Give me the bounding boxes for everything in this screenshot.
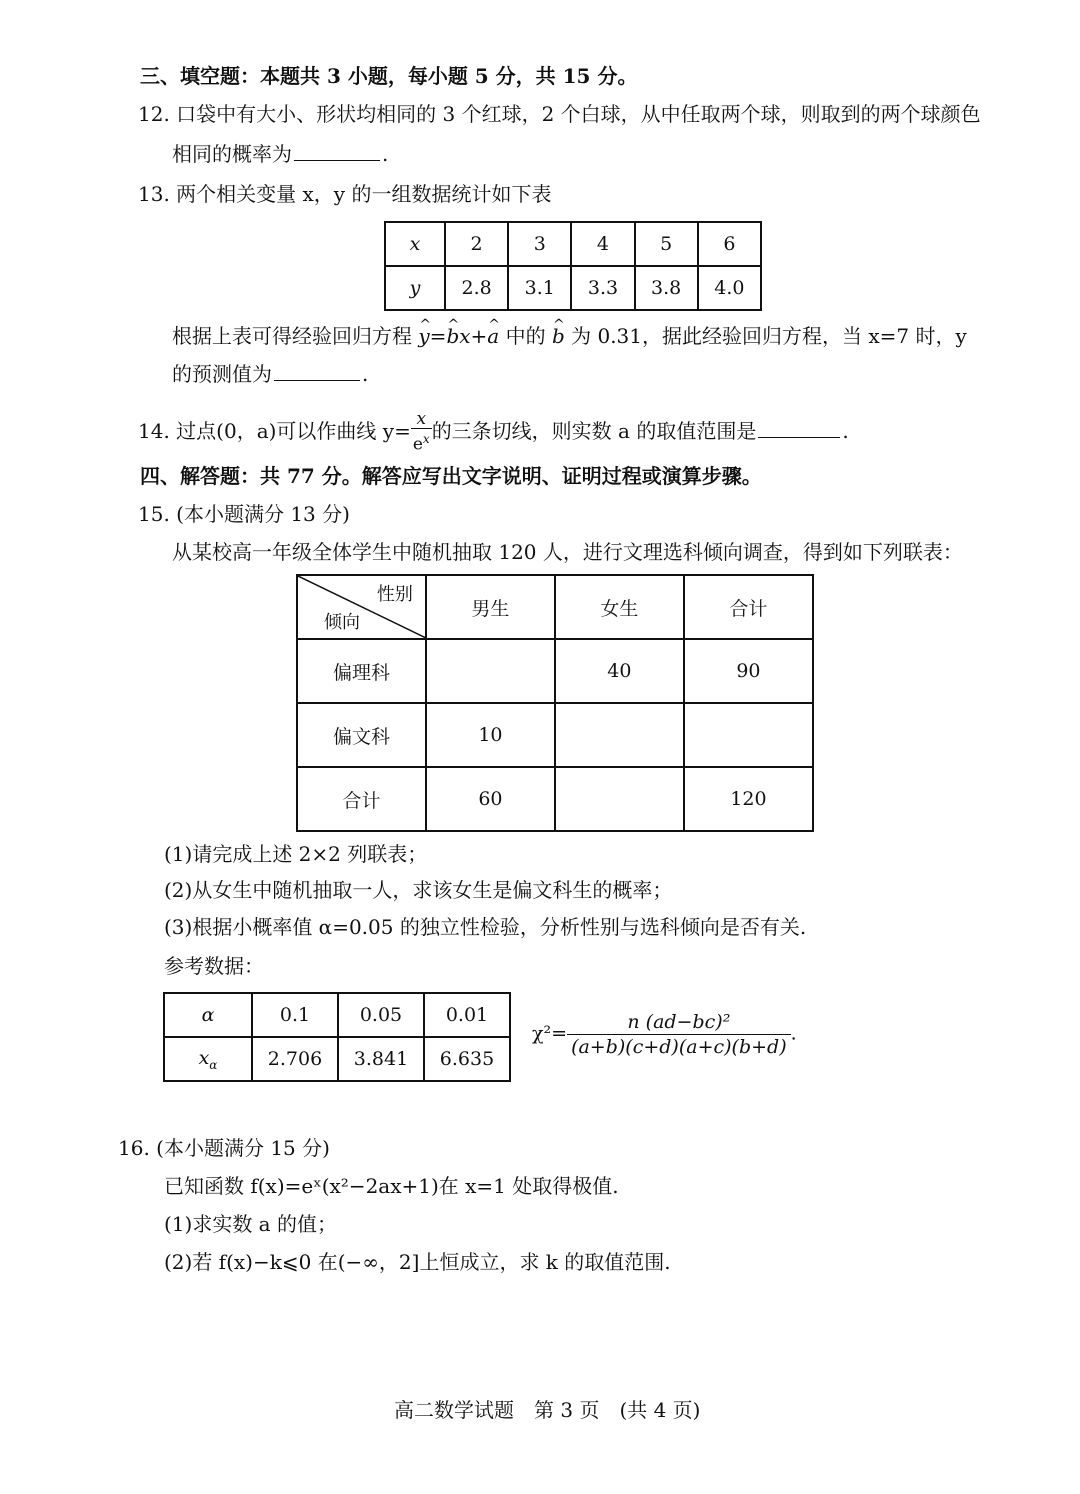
e-exponent: x (422, 432, 430, 446)
table-row (297, 639, 813, 703)
table-cell: 0.1 (252, 993, 338, 1037)
q14-fraction (411, 410, 432, 455)
table-row (385, 266, 761, 310)
table-cell: 6.635 (424, 1037, 510, 1081)
chi-end: . (790, 1022, 797, 1045)
table-cell (164, 1037, 252, 1081)
table-row (164, 993, 510, 1037)
q13-text-d: 的预测值为 (172, 362, 272, 386)
q14-line (138, 410, 849, 455)
q14-text-pre: 14. 过点(0，a)可以作曲线 y= (138, 418, 411, 443)
q15-part1: (1)请完成上述 2×2 列联表； (164, 842, 428, 866)
table-cell: 4.0 (698, 266, 761, 310)
q15-contingency-table (296, 574, 814, 832)
x-symbol: x (198, 1046, 210, 1069)
table-cell: 40 (555, 639, 684, 703)
table-cell: 2.8 (445, 266, 508, 310)
row-header: 偏文科 (297, 703, 426, 767)
q15-part2: (2)从女生中随机抽取一人，求该女生是偏文科生的概率； (164, 878, 673, 902)
chi-numerator: n (ad−bc)² (627, 1011, 731, 1033)
a-hat: ^ a (487, 322, 499, 350)
q16-title: 16. (本小题满分 15 分) (118, 1136, 330, 1160)
column-header: 男生 (426, 575, 555, 639)
table-cell: 3.8 (635, 266, 698, 310)
q13-text-b: 中的 (499, 324, 552, 348)
table-cell: 60 (426, 767, 555, 831)
table-cell: y (385, 266, 445, 310)
table-cell (555, 703, 684, 767)
q16-part1: (1)求实数 a 的值； (164, 1212, 337, 1236)
page-footer: 高二数学试题 第 3 页 (共 4 页) (394, 1398, 701, 1422)
q16-line1: 已知函数 f(x)=eˣ(x²−2ax+1)在 x=1 处取得极值. (164, 1174, 619, 1198)
corner-bottom-label: 倾向 (324, 612, 360, 633)
section3-heading: 三、填空题：本题共 3 小题，每小题 5 分，共 15 分。 (140, 64, 638, 88)
corner-top-label: 性别 (376, 584, 413, 605)
table-row (297, 767, 813, 831)
table-cell: 0.01 (424, 993, 510, 1037)
q15-reference-table (163, 992, 511, 1082)
table-cell: 3 (508, 222, 571, 266)
q13-intro: 13. 两个相关变量 x，y 的一组数据统计如下表 (138, 182, 552, 206)
table-cell: 2 (445, 222, 508, 266)
frac-denominator (411, 428, 432, 455)
q15-reference-label: 参考数据： (164, 954, 264, 978)
table-cell: 6 (698, 222, 761, 266)
chi-fraction (567, 1010, 791, 1059)
q14-answer-blank (758, 417, 840, 438)
frac-numerator: x (416, 409, 427, 429)
column-header: 女生 (555, 575, 684, 639)
q14-text-post: 的三条切线，则实数 a 的取值范围是 (431, 418, 757, 443)
q12-end: . (382, 142, 389, 166)
q15-part3: (3)根据小概率值 α=0.05 的独立性检验，分析性别与选科倾向是否有关. (164, 915, 807, 939)
alpha-subscript: α (209, 1057, 218, 1072)
q12-text: 相同的概率为 (172, 142, 292, 166)
row-header: 合计 (297, 767, 426, 831)
table-cell: 90 (684, 639, 813, 703)
q12-line1: 12. 口袋中有大小、形状均相同的 3 个红球，2 个白球，从中任取两个球，则取到的两个球颜色 (138, 102, 981, 126)
x-var: x (459, 324, 471, 348)
q15-title: 15. (本小题满分 13 分) (138, 502, 350, 526)
q13-answer-blank (274, 360, 360, 381)
q13-regression-line (172, 322, 967, 350)
chi-lhs: χ²= (532, 1022, 568, 1045)
table-cell: x (385, 222, 445, 266)
table-cell: 2.706 (252, 1037, 338, 1081)
table-cell: 120 (684, 767, 813, 831)
table-cell: 5 (635, 222, 698, 266)
table-cell: 0.05 (338, 993, 424, 1037)
q13-text-c: 为 0.31，据此经验回归方程，当 x=7 时，y (564, 324, 967, 348)
table-row (297, 703, 813, 767)
section4-heading: 四、解答题：共 77 分。解答应写出文字说明、证明过程或演算步骤。 (140, 464, 762, 488)
column-header: 合计 (684, 575, 813, 639)
table-cell: 3.3 (571, 266, 634, 310)
corner-header (297, 575, 426, 639)
q13-line-b (172, 360, 368, 388)
table-row (164, 1037, 510, 1081)
q12-line2 (172, 140, 388, 168)
b-hat: ^ b (446, 322, 459, 350)
table-cell: 3.1 (508, 266, 571, 310)
table-row (297, 575, 813, 639)
q16-part2: (2)若 f(x)−k⩽0 在(−∞，2]上恒成立，求 k 的取值范围. (164, 1250, 671, 1274)
table-cell: α (164, 993, 252, 1037)
y-hat: ^ y (418, 322, 429, 350)
q13-text-a: 根据上表可得经验回归方程 (172, 324, 419, 348)
table-cell: 4 (571, 222, 634, 266)
table-cell: 3.841 (338, 1037, 424, 1081)
b-hat-2: ^ b (552, 322, 565, 350)
eq-sign: = (429, 324, 447, 348)
table-cell (426, 639, 555, 703)
q12-answer-blank (294, 140, 380, 161)
table-row (385, 222, 761, 266)
e-base: e (412, 434, 423, 455)
table-cell: 10 (426, 703, 555, 767)
chi-denominator: (a+b)(c+d)(a+c)(b+d) (567, 1034, 791, 1059)
table-cell (684, 703, 813, 767)
q15-intro: 从某校高一年级全体学生中随机抽取 120 人，进行文理选科倾向调查，得到如下列联表： (172, 540, 963, 564)
table-cell (555, 767, 684, 831)
q13-end: . (362, 362, 369, 386)
row-header: 偏理科 (297, 639, 426, 703)
q14-end: . (842, 418, 849, 443)
chi-square-formula (532, 1010, 797, 1059)
plus-sign: + (470, 324, 488, 348)
q13-data-table (384, 221, 762, 311)
